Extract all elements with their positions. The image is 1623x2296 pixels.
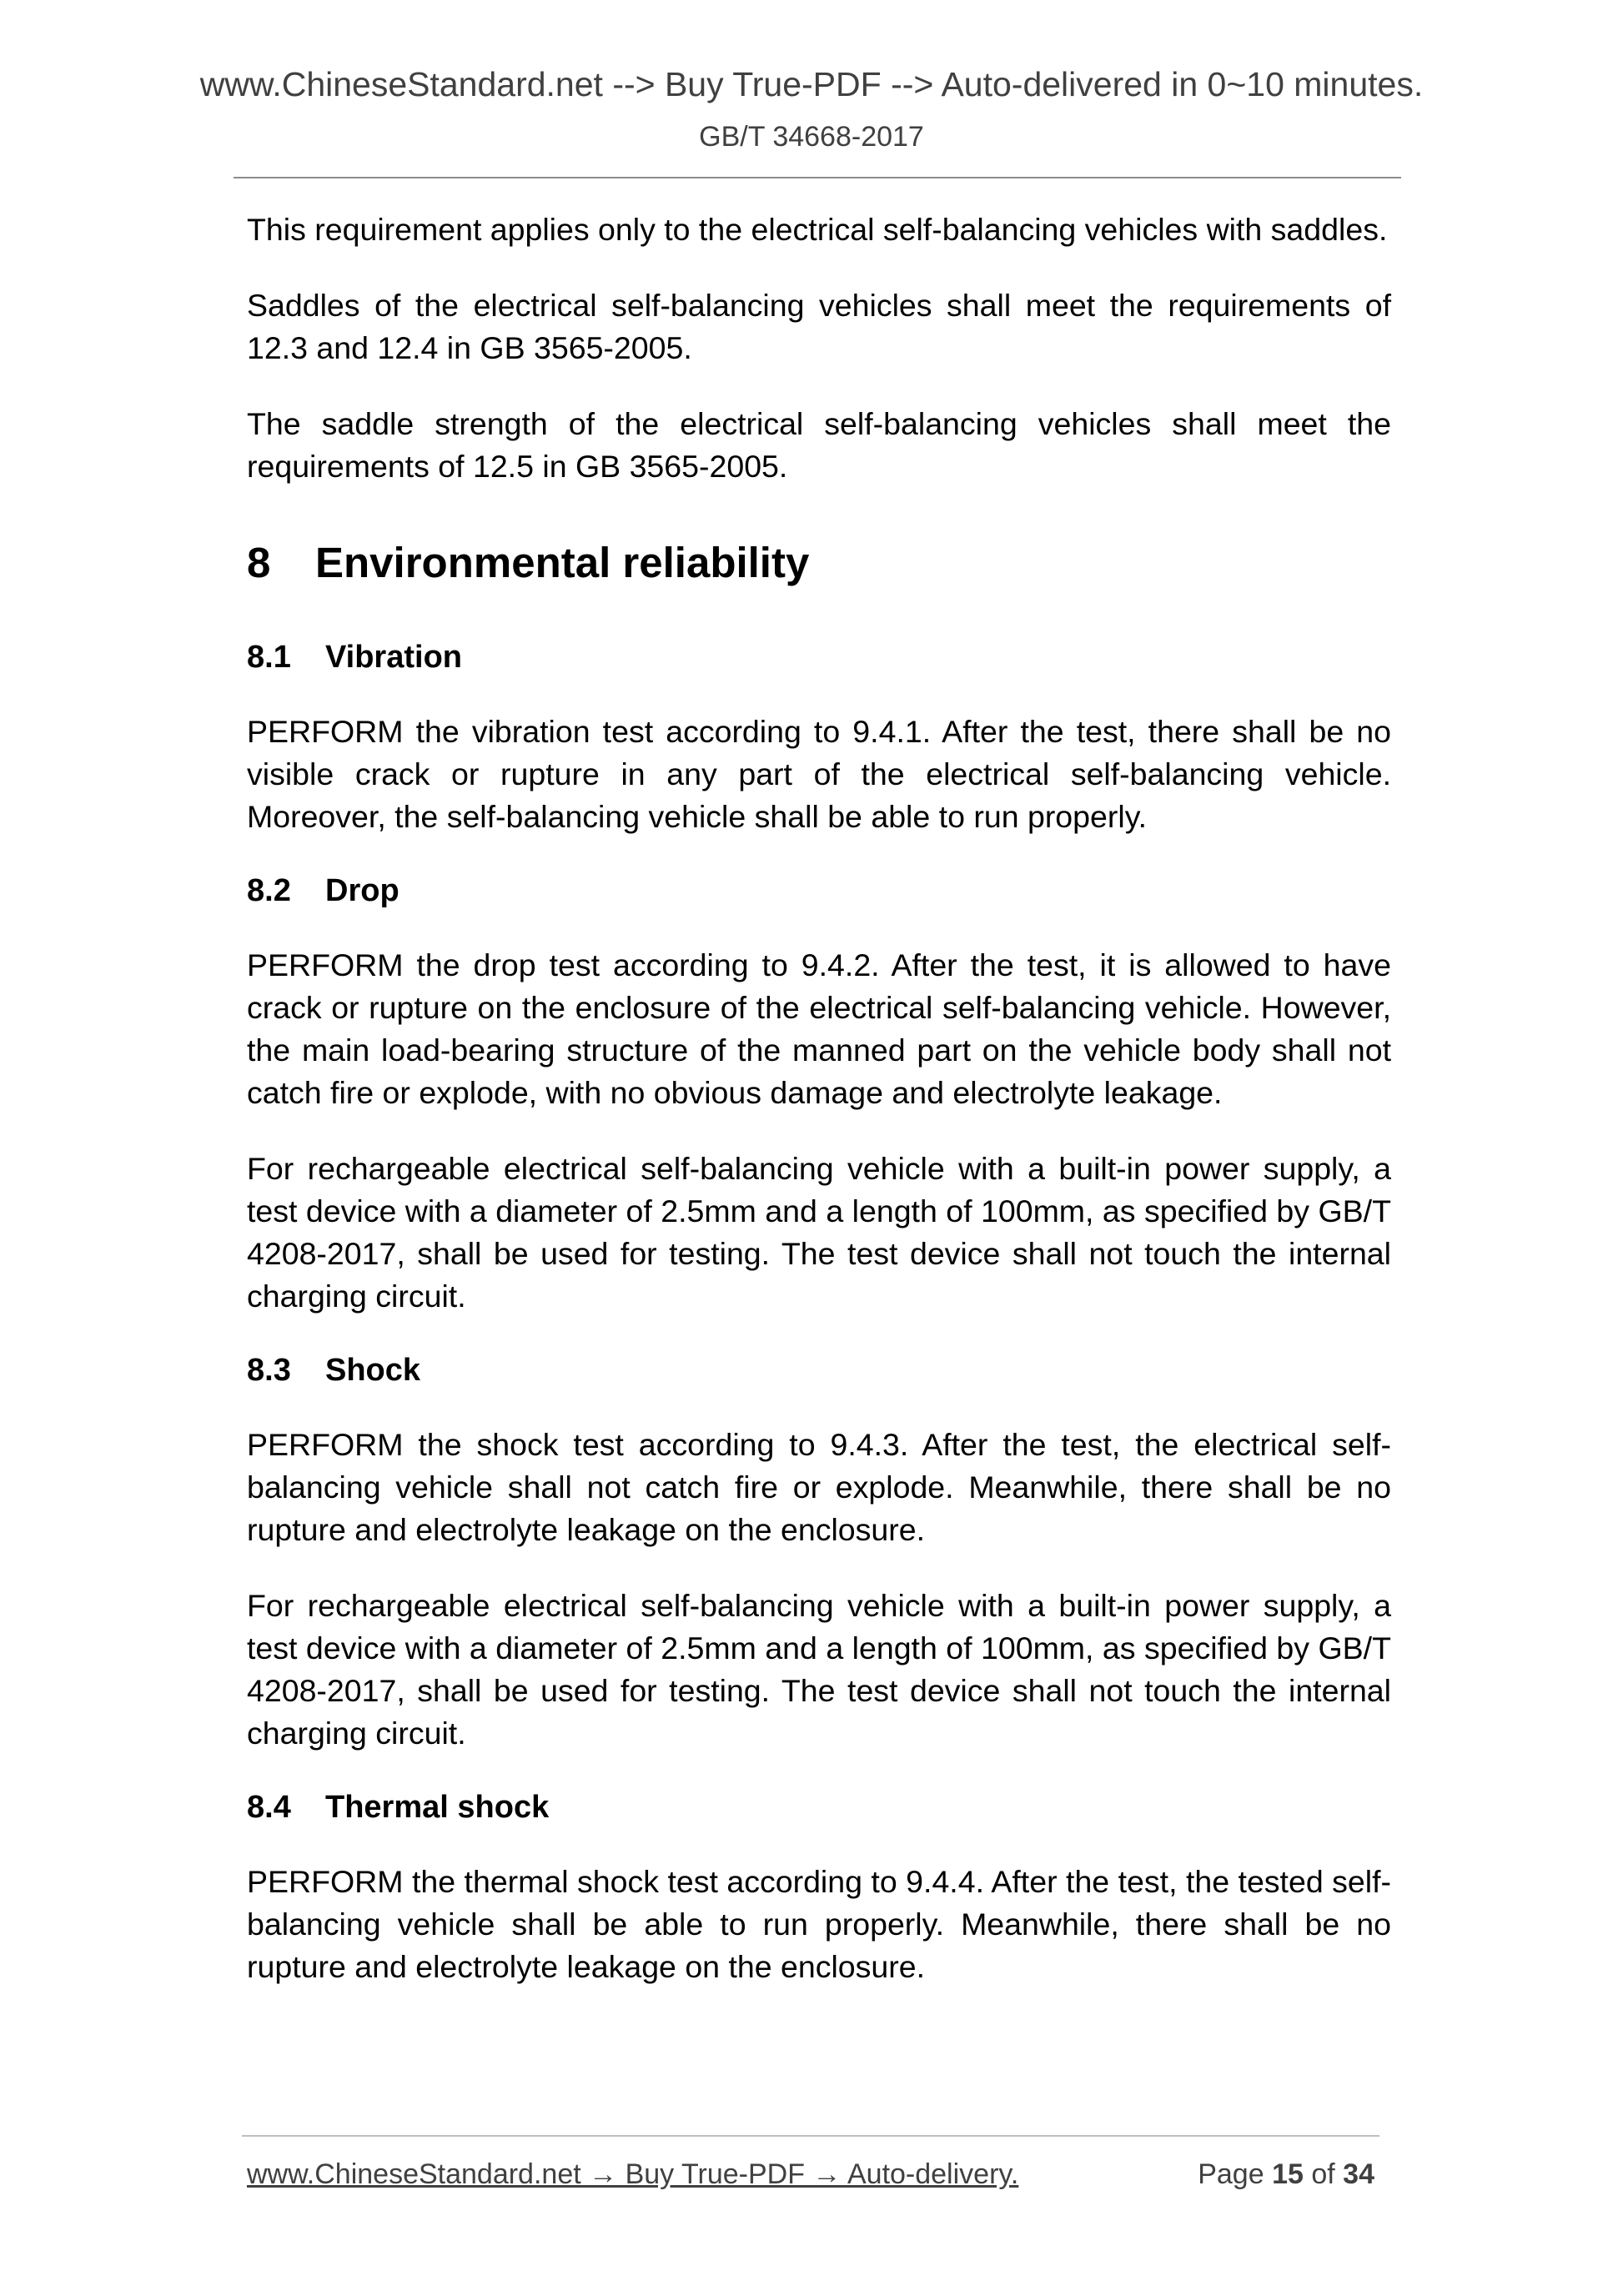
section-8-1-paragraph-1: PERFORM the vibration test according to 9.4.1. After the test, there shall be no visible crack or rupture in any part of the electrical self-balancing vehicle. Moreover, the self-balancing vehicle shall be able to run properly.	[247, 714, 1391, 834]
section-8-1-title: Vibration	[325, 640, 462, 675]
intro-paragraph-1: This requirement applies only to the electrical self-balancing vehicles with saddles.	[247, 212, 1388, 247]
section-8-3-paragraph-1: PERFORM the shock test according to 9.4.3. After the test, the electrical self-balancing vehicle shall not catch fire or explode. Meanwhile, there shall be no rupture and electrolyte leakage on the enclosure.	[247, 1427, 1391, 1547]
header-banner-link[interactable]: www.ChineseStandard.net --> Buy True-PDF --> Auto-delivered in 0~10 minutes.	[199, 65, 1424, 103]
section-8-4-number: 8.4	[247, 1790, 291, 1825]
section-8-3-title: Shock	[325, 1353, 421, 1388]
section-8-4-paragraph-1: PERFORM the thermal shock test according to 9.4.4. After the test, the tested self-balancing vehicle shall be able to run properly. Meanwhile, there shall be no rupture and electrolyte leakage on the enclosure.	[247, 1864, 1391, 1984]
section-8-title: Environmental reliability	[315, 539, 810, 586]
section-8-2-paragraph-2: For rechargeable electrical self-balancing vehicle with a built-in power supply, a test device with a diameter of 2.5mm and a length of 100mm, as specified by GB/T 4208-2017, shall be used for testing. The test device shall not touch the internal charging circuit.	[247, 1151, 1391, 1314]
section-8-1-heading	[247, 638, 1391, 676]
page-current-number: 15	[1272, 2158, 1304, 2190]
section-8-3-heading	[247, 1351, 1391, 1389]
intro-paragraph-3: The saddle strength of the electrical self-balancing vehicles shall meet the requirements of 12.5 in GB 3565-2005.	[247, 406, 1391, 484]
section-8-3-paragraph-2: For rechargeable electrical self-balancing vehicle with a built-in power supply, a test device with a diameter of 2.5mm and a length of 100mm, as specified by GB/T 4208-2017, shall be used for testing. The test device shall not touch the internal charging circuit.	[247, 1588, 1391, 1751]
footer-buy-link[interactable]: www.ChineseStandard.net → Buy True-PDF → Auto-delivery.	[247, 2158, 1019, 2190]
section-8-4-heading	[247, 1788, 1391, 1826]
page-prefix: Page	[1198, 2158, 1264, 2190]
page-total-number: 34	[1343, 2158, 1374, 2190]
footer-divider	[242, 2135, 1379, 2137]
section-8-2-number: 8.2	[247, 873, 291, 908]
page-indicator	[1198, 2158, 1374, 2191]
section-8-4-title: Thermal shock	[325, 1790, 550, 1825]
section-8-1-number: 8.1	[247, 640, 291, 675]
page-of-label: of	[1311, 2158, 1335, 2190]
document-code: GB/T 34668-2017	[699, 121, 924, 153]
page-content	[247, 208, 1391, 2022]
section-8-number: 8	[247, 539, 271, 586]
section-8-3-number: 8.3	[247, 1353, 291, 1388]
section-8-2-heading	[247, 872, 1391, 910]
section-8-2-paragraph-1: PERFORM the drop test according to 9.4.2. After the test, it is allowed to have crack or rupture on the enclosure of the electrical self-balancing vehicle. However, the main load-bearing structure of the manned part on the vehicle body shall not catch fire or explode, with no obvious damage and electrolyte leakage.	[247, 947, 1391, 1110]
intro-paragraph-2: Saddles of the electrical self-balancing vehicles shall meet the requirements of 12.3 and 12.4 in GB 3565-2005.	[247, 288, 1391, 365]
header-divider	[234, 177, 1401, 178]
section-8-heading	[247, 538, 1391, 588]
section-8-2-title: Drop	[325, 873, 399, 908]
